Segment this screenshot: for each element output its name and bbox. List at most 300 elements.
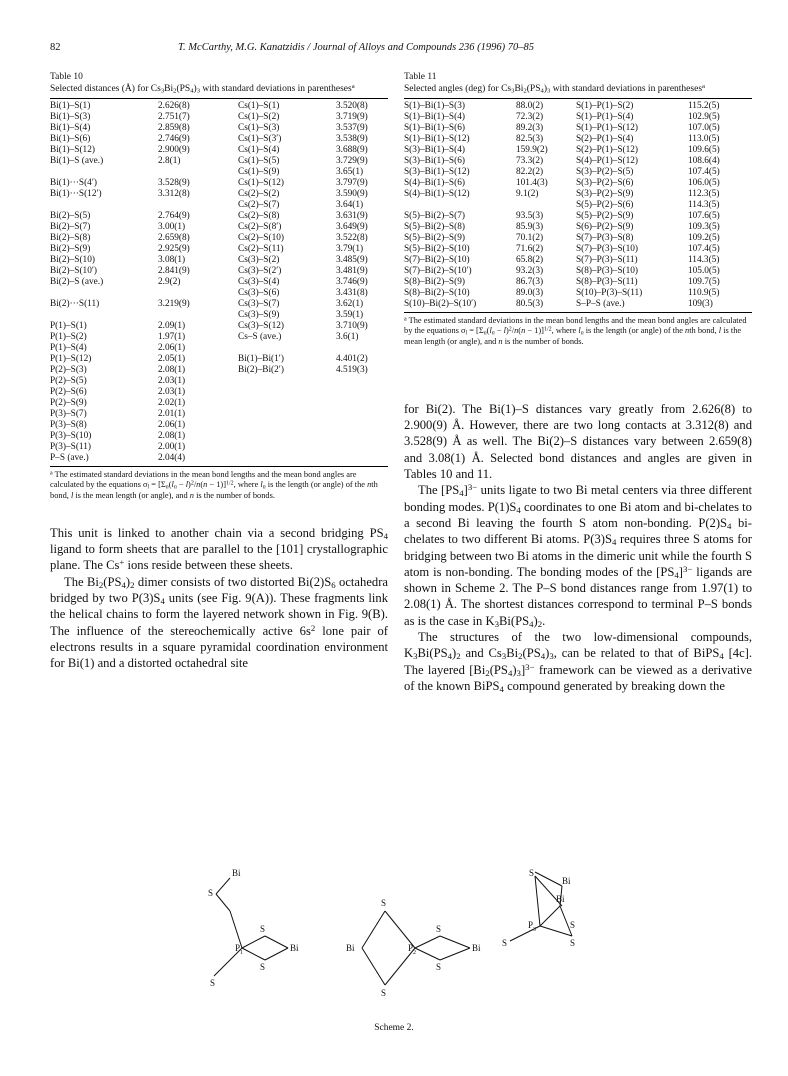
table-row bbox=[50, 453, 388, 464]
scheme-caption: Scheme 2. bbox=[374, 1023, 414, 1033]
journal-citation: T. McCarthy, M.G. Kanatzidis / Journal of Alloys and Compounds 236 (1996) 70–85 bbox=[178, 42, 535, 53]
value-cell: 109.6(5) bbox=[688, 145, 720, 155]
table-row bbox=[50, 189, 388, 200]
distance-cell: 3.64(1) bbox=[336, 200, 364, 210]
value-cell: 109.2(5) bbox=[688, 233, 720, 243]
bond-cell: Bi(2)–S(8) bbox=[50, 233, 91, 243]
bond-cell: Cs(1)–S(2) bbox=[238, 112, 280, 122]
distance-cell: 3.219(9) bbox=[158, 299, 190, 309]
distance-cell: 3.729(9) bbox=[336, 156, 368, 166]
angle-cell: S(1)–Bi(1)–S(6) bbox=[404, 123, 465, 133]
table11 bbox=[404, 101, 752, 310]
value-cell: 108.6(4) bbox=[688, 156, 720, 166]
table10-top-rule bbox=[50, 98, 388, 99]
bond-cell: P(2)–S(5) bbox=[50, 376, 87, 386]
angle-cell: S(2)–P(1)–S(4) bbox=[576, 134, 634, 144]
scheme-s-label: S bbox=[570, 938, 576, 948]
angle-cell: S(3)–Bi(1)–S(12) bbox=[404, 167, 470, 177]
table-row bbox=[404, 255, 752, 266]
distance-cell: 1.97(1) bbox=[158, 332, 186, 342]
distance-cell: 3.79(1) bbox=[336, 244, 364, 254]
angle-cell: S(8)–P(3)–S(11) bbox=[576, 277, 638, 287]
angle-cell: S(4)–Bi(1)–S(6) bbox=[404, 178, 465, 188]
table11-bottom-rule bbox=[404, 312, 752, 313]
table-row bbox=[50, 167, 388, 178]
bond-cell: Bi(1)–S(1) bbox=[50, 101, 91, 111]
distance-cell: 4.519(3) bbox=[336, 365, 368, 375]
value-cell: 86.7(3) bbox=[516, 277, 544, 287]
angle-cell: S(3)–Bi(1)–S(6) bbox=[404, 156, 465, 166]
distance-cell: 3.537(9) bbox=[336, 123, 368, 133]
table-row bbox=[50, 255, 388, 266]
table-row bbox=[50, 420, 388, 431]
bond-cell bbox=[238, 409, 336, 420]
distance-cell bbox=[336, 431, 388, 442]
distance-cell: 2.925(9) bbox=[158, 244, 190, 254]
table-row bbox=[404, 134, 752, 145]
distance-cell: 3.538(9) bbox=[336, 134, 368, 144]
table-row bbox=[404, 299, 752, 310]
scheme-s-label: S bbox=[529, 868, 535, 878]
distance-cell: 2.01(1) bbox=[158, 409, 186, 419]
angle-cell: S(6)–P(2)–S(9) bbox=[576, 222, 634, 232]
bond-cell: P(3)–S(11) bbox=[50, 442, 91, 452]
bond-cell: Cs(3)–S(4) bbox=[238, 277, 280, 287]
value-cell: 109(3) bbox=[688, 299, 713, 309]
distance-cell: 2.08(1) bbox=[158, 431, 186, 441]
bond-cell: P–S (ave.) bbox=[50, 453, 89, 463]
distance-cell: 3.08(1) bbox=[158, 255, 186, 265]
table-row bbox=[50, 343, 388, 354]
angle-cell: S(8)–Bi(2)–S(9) bbox=[404, 277, 465, 287]
table11-label: Table 11 bbox=[404, 72, 437, 82]
value-cell: 82.5(3) bbox=[516, 134, 544, 144]
value-cell: 89.2(3) bbox=[516, 123, 544, 133]
table-row bbox=[404, 145, 752, 156]
distance-cell: 2.746(9) bbox=[158, 134, 190, 144]
table-row bbox=[50, 233, 388, 244]
bond-cell: Cs(2)–S(8) bbox=[238, 211, 280, 221]
table-row bbox=[404, 266, 752, 277]
table-row bbox=[50, 310, 388, 321]
bond-cell: Bi(1)–S(3) bbox=[50, 112, 91, 122]
distance-cell: 2.00(1) bbox=[158, 442, 186, 452]
angle-cell: S(4)–P(1)–S(12) bbox=[576, 156, 638, 166]
angle-cell: S(1)–P(1)–S(4) bbox=[576, 112, 634, 122]
table-row bbox=[50, 398, 388, 409]
bond-cell: Bi(1)–S(4) bbox=[50, 123, 91, 133]
bond-cell bbox=[238, 343, 336, 354]
table-row bbox=[50, 211, 388, 222]
bond-cell: Bi(1)–S(12) bbox=[50, 145, 95, 155]
value-cell: 159.9(2) bbox=[516, 145, 548, 155]
scheme-s-label: S bbox=[570, 920, 576, 930]
angle-cell: S(1)–Bi(1)–S(4) bbox=[404, 112, 465, 122]
scheme-bi-label: Bi bbox=[290, 943, 299, 953]
bond-cell: Bi(2)–S(10′) bbox=[50, 266, 97, 276]
value-cell: 115.2(5) bbox=[688, 101, 720, 111]
distance-cell: 3.710(9) bbox=[336, 321, 368, 331]
value-cell: 73.3(2) bbox=[516, 156, 544, 166]
distance-cell: 3.746(9) bbox=[336, 277, 368, 287]
table-row bbox=[50, 431, 388, 442]
table-row bbox=[50, 409, 388, 420]
table11-caption: Selected angles (deg) for $Cs_3Bi_2(PS_4)_3$ with standard deviations in parentheses$^a$ bbox=[404, 82, 705, 95]
table-row bbox=[404, 101, 752, 112]
angle-cell: S–P–S (ave.) bbox=[576, 299, 625, 309]
table-row bbox=[50, 123, 388, 134]
scheme-bi-label: Bi bbox=[232, 868, 241, 878]
page-number: 82 bbox=[50, 42, 61, 53]
value-cell: 89.0(3) bbox=[516, 288, 544, 298]
bond-cell bbox=[238, 453, 336, 464]
bond-cell bbox=[50, 167, 158, 178]
distance-cell bbox=[158, 200, 238, 211]
bond-cell bbox=[50, 200, 158, 211]
left-paragraph-1: This unit is linked to another chain via a second bridging $PS_4$ ligand to form sheets that are parallel to the [101] crystallographic plane. The Cs+ ions reside between these sheets. bbox=[50, 525, 388, 573]
angle-cell: S(7)–P(3)–S(8) bbox=[576, 233, 634, 243]
table-row bbox=[50, 332, 388, 343]
scheme-bi-label: Bi bbox=[472, 943, 481, 953]
bond-cell: P(2)–S(6) bbox=[50, 387, 87, 397]
scheme-s-label: S bbox=[502, 938, 508, 948]
bond-cell: Bi(1)···S(4′) bbox=[50, 178, 97, 188]
table-row bbox=[404, 112, 752, 123]
distance-cell: 2.659(8) bbox=[158, 233, 190, 243]
angle-cell: S(8)–Bi(2)–S(10) bbox=[404, 288, 470, 298]
scheme-s-label: S bbox=[436, 924, 442, 934]
distance-cell: 3.485(9) bbox=[336, 255, 368, 265]
bond-cell: P(2)–S(3) bbox=[50, 365, 87, 375]
distance-cell bbox=[336, 387, 388, 398]
scheme-s-label: S bbox=[210, 978, 216, 988]
table-row bbox=[50, 354, 388, 365]
distance-cell bbox=[336, 343, 388, 354]
angle-cell: S(5)–P(2)–S(6) bbox=[576, 200, 634, 210]
angle-cell: S(3)–P(2)–S(5) bbox=[576, 167, 634, 177]
value-cell: 88.0(2) bbox=[516, 101, 544, 111]
bond-cell: P(1)–S(2) bbox=[50, 332, 87, 342]
scheme-bi-label: Bi bbox=[556, 894, 565, 904]
distance-cell: 3.649(9) bbox=[336, 222, 368, 232]
value-cell: 107.6(5) bbox=[688, 211, 720, 221]
distance-cell: 3.312(8) bbox=[158, 189, 190, 199]
table-row bbox=[50, 178, 388, 189]
right-paragraph-1: for Bi(2). The Bi(1)–S distances vary greatly from 2.626(8) to 2.900(9) Å. However, there are two long contacts at 3.312(8) and 3.528(9) Å as well. The Bi(2)–S distances vary between 2.659(8) and 3.08(1) Å. Selected bond distances and angles are given in Tables 10 and 11. bbox=[404, 401, 752, 482]
value-cell: 107.4(5) bbox=[688, 167, 720, 177]
bond-cell: P(1)–S(4) bbox=[50, 343, 87, 353]
bond-cell: Cs(2)–S(2) bbox=[238, 189, 280, 199]
distance-cell: 2.06(1) bbox=[158, 343, 186, 353]
table-row bbox=[50, 299, 388, 310]
angle-cell: S(1)–Bi(1)–S(3) bbox=[404, 101, 465, 111]
angle-cell: S(10)–Bi(2)–S(10′) bbox=[404, 299, 477, 309]
value-cell bbox=[516, 200, 576, 211]
value-cell: 93.2(3) bbox=[516, 266, 544, 276]
table11-footnote: $^a$ The estimated standard deviations in the mean bond lengths and the mean bond angles are calculated by the equations $\sigma_l = [\Sigma_n(l_n - l)^2/n(n - 1)]^{1/2}$, where $l_n$ is the length (or angle) of the nth bond, l is the mean length (or angle), and n is the number of bonds. bbox=[404, 316, 747, 346]
scheme-s-label: S bbox=[381, 898, 387, 908]
bond-cell: Bi(2)–S(7) bbox=[50, 222, 91, 232]
bond-cell: Cs(3)–S(6) bbox=[238, 288, 280, 298]
left-body-text bbox=[50, 525, 388, 672]
angle-cell: S(3)–Bi(1)–S(4) bbox=[404, 145, 465, 155]
angle-cell: S(5)–Bi(2)–S(10) bbox=[404, 244, 470, 254]
table-row bbox=[50, 266, 388, 277]
value-cell: 85.9(3) bbox=[516, 222, 544, 232]
angle-cell: S(10)–P(3)–S(11) bbox=[576, 288, 643, 298]
right-paragraph-3: The structures of the two low-dimensional compounds, $K_3Bi(PS_4)_2$ and $Cs_3Bi_2(PS_4)_3$, can be related to that of BiPS$_4$ [4c]. The layered $[Bi_2(PS_4)_3]^{3-}$ framework can be viewed as a derivative of the known BiPS$_4$ compound generated by breaking down the bbox=[404, 630, 753, 695]
bond-cell: Bi(1)–S(6) bbox=[50, 134, 91, 144]
bond-cell: Cs(3)–S(7) bbox=[238, 299, 280, 309]
distance-cell: 2.859(8) bbox=[158, 123, 190, 133]
value-cell: 70.1(2) bbox=[516, 233, 544, 243]
value-cell: 109.7(5) bbox=[688, 277, 720, 287]
angle-cell: S(7)–P(3)–S(10) bbox=[576, 244, 638, 254]
bond-cell: Bi(2)–S(10) bbox=[50, 255, 95, 265]
angle-cell: S(3)–P(2)–S(6) bbox=[576, 178, 634, 188]
right-body-text bbox=[404, 401, 752, 694]
distance-cell bbox=[336, 442, 388, 453]
scheme-s-label: S bbox=[208, 888, 214, 898]
distance-cell: 2.02(1) bbox=[158, 398, 186, 408]
distance-cell: 2.03(1) bbox=[158, 376, 186, 386]
bond-cell: Bi(2)–S(5) bbox=[50, 211, 91, 221]
angle-cell: S(5)–Bi(2)–S(9) bbox=[404, 233, 465, 243]
bond-cell: P(1)–S(1) bbox=[50, 321, 87, 331]
angle-cell: S(7)–P(3)–S(11) bbox=[576, 255, 638, 265]
scheme-s-label: S bbox=[260, 962, 266, 972]
value-cell: 110.9(5) bbox=[688, 288, 720, 298]
distance-cell: 4.401(2) bbox=[336, 354, 368, 364]
distance-cell: 3.520(8) bbox=[336, 101, 368, 111]
angle-cell: S(4)–Bi(1)–S(12) bbox=[404, 189, 470, 199]
table-row bbox=[404, 189, 752, 200]
distance-cell: 2.626(8) bbox=[158, 101, 190, 111]
table-row bbox=[50, 288, 388, 299]
table10-bottom-rule bbox=[50, 466, 388, 467]
distance-cell: 2.08(1) bbox=[158, 365, 186, 375]
table-row bbox=[50, 321, 388, 332]
distance-cell: 2.841(9) bbox=[158, 266, 190, 276]
table-row bbox=[50, 134, 388, 145]
scheme-s-label: S bbox=[260, 924, 266, 934]
table-row bbox=[50, 112, 388, 123]
distance-cell: 2.900(9) bbox=[158, 145, 190, 155]
bond-cell: P(3)–S(7) bbox=[50, 409, 87, 419]
bond-cell bbox=[238, 398, 336, 409]
value-cell: 107.0(5) bbox=[688, 123, 720, 133]
distance-cell: 3.00(1) bbox=[158, 222, 186, 232]
value-cell: 65.8(2) bbox=[516, 255, 544, 265]
bond-cell bbox=[238, 420, 336, 431]
distance-cell bbox=[158, 288, 238, 299]
distance-cell: 3.719(9) bbox=[336, 112, 368, 122]
bond-cell: Bi(1)–S (ave.) bbox=[50, 156, 104, 166]
right-paragraph-2: The $[PS_4]^{3-}$ units ligate to two Bi metal centers via three different bonding modes. $P(1)S_4$ coordinates to one Bi atom and bi-chelates to a second Bi leaving the fourth S atom non-bonding. $P(2)S_4$ bi-chelates to two different Bi atoms. $P(3)S_4$ requires three S atoms for bridging between two Bi atoms in the dimeric unit while the fourth S atom is non-bonding. The bonding modes of the $[PS_4]^{3-}$ ligands are shown in Scheme 2. The P–S bond distances range from 1.97(1) to 2.08(1) Å. The shortest distances correspond to terminal P–S bonds as is the case in $K_3Bi(PS_4)_2$. bbox=[404, 482, 752, 629]
table10-label: Table 10 bbox=[50, 72, 83, 82]
table-row bbox=[404, 288, 752, 299]
distance-cell: 2.764(9) bbox=[158, 211, 190, 221]
bond-cell: Bi(2)···S(11) bbox=[50, 299, 100, 309]
value-cell: 114.3(5) bbox=[688, 200, 720, 210]
distance-cell: 3.528(9) bbox=[158, 178, 190, 188]
bond-cell: Cs(1)–S(3) bbox=[238, 123, 280, 133]
table-row bbox=[404, 233, 752, 244]
bond-cell: Bi(2)–Bi(2′) bbox=[238, 365, 284, 375]
scheme-bi-label: Bi bbox=[562, 876, 571, 886]
angle-cell: S(7)–Bi(2)–S(10′) bbox=[404, 266, 472, 276]
scheme-p3-label: $P_3$ bbox=[528, 920, 537, 933]
distance-cell: 2.04(4) bbox=[158, 453, 186, 463]
distance-cell: 3.6(1) bbox=[336, 332, 359, 342]
scheme-s-label: S bbox=[436, 962, 442, 972]
bond-cell: Cs(1)–S(9) bbox=[238, 167, 280, 177]
distance-cell: 3.590(9) bbox=[336, 189, 368, 199]
bond-cell: Bi(2)–S (ave.) bbox=[50, 277, 104, 287]
value-cell: 114.3(5) bbox=[688, 255, 720, 265]
distance-cell: 2.09(1) bbox=[158, 321, 186, 331]
value-cell: 9.1(2) bbox=[516, 189, 539, 199]
bond-cell: Cs(1)–S(4) bbox=[238, 145, 280, 155]
table-row bbox=[50, 277, 388, 288]
table11-top-rule bbox=[404, 98, 752, 99]
table-row bbox=[50, 376, 388, 387]
angle-cell: S(1)–P(1)–S(2) bbox=[576, 101, 634, 111]
scheme-p2-label: $P_2$ bbox=[408, 943, 417, 956]
bond-cell bbox=[50, 288, 158, 299]
bond-cell: Cs(1)–S(1) bbox=[238, 101, 280, 111]
left-column bbox=[50, 72, 388, 672]
bond-cell: Cs(3)–S(9) bbox=[238, 310, 280, 320]
table-row bbox=[50, 101, 388, 112]
left-paragraph-2: The $Bi_2(PS_4)_2$ dimer consists of two distorted $Bi(2)S_6$ octahedra bridged by two $P(3)S_4$ units (see Fig. 9(A)). These fragments link the helical chains to form the layered network shown in Fig. 9(B). The influence of the stereochemically active $6s^2$ lone pair of electrons results in a square pyramidal coordination environment for Bi(1) and a distorted octahedral site bbox=[50, 574, 389, 671]
distance-cell bbox=[158, 310, 238, 321]
bond-cell: Cs(1)–S(12) bbox=[238, 178, 284, 188]
distance-cell bbox=[336, 376, 388, 387]
distance-cell: 2.751(7) bbox=[158, 112, 190, 122]
value-cell: 71.6(2) bbox=[516, 244, 544, 254]
bond-cell: Cs(1)–S(5) bbox=[238, 156, 280, 166]
distance-cell: 3.59(1) bbox=[336, 310, 364, 320]
value-cell: 106.0(5) bbox=[688, 178, 720, 188]
table-row bbox=[404, 178, 752, 189]
angle-cell bbox=[404, 200, 516, 211]
distance-cell bbox=[336, 420, 388, 431]
value-cell: 82.2(2) bbox=[516, 167, 544, 177]
bond-cell bbox=[238, 376, 336, 387]
distance-cell: 3.431(8) bbox=[336, 288, 368, 298]
value-cell: 105.0(5) bbox=[688, 266, 720, 276]
right-column bbox=[404, 72, 752, 694]
bond-cell bbox=[238, 431, 336, 442]
bond-cell: P(3)–S(10) bbox=[50, 431, 92, 441]
distance-cell bbox=[336, 409, 388, 420]
angle-cell: S(5)–Bi(2)–S(7) bbox=[404, 211, 465, 221]
bond-cell: Bi(2)–S(9) bbox=[50, 244, 91, 254]
bond-cell: Cs(2)–S(11) bbox=[238, 244, 284, 254]
bond-cell: Cs(1)–S(3′) bbox=[238, 134, 282, 144]
bond-cell: P(3)–S(8) bbox=[50, 420, 87, 430]
table10-caption: Selected distances (Å) for $Cs_3Bi_2(PS_4)_3$ with standard deviations in parentheses$^a$ bbox=[50, 82, 355, 95]
table-row bbox=[404, 200, 752, 211]
value-cell: 107.4(5) bbox=[688, 244, 720, 254]
angle-cell: S(5)–Bi(2)–S(8) bbox=[404, 222, 465, 232]
table-row bbox=[50, 156, 388, 167]
bond-cell: Cs–S (ave.) bbox=[238, 332, 282, 342]
angle-cell: S(5)–P(2)–S(9) bbox=[576, 211, 634, 221]
table-row bbox=[404, 156, 752, 167]
bond-cell bbox=[238, 387, 336, 398]
value-cell: 80.5(3) bbox=[516, 299, 544, 309]
scheme-bi-label: Bi bbox=[346, 943, 355, 953]
value-cell: 109.3(5) bbox=[688, 222, 720, 232]
distance-cell: 3.631(9) bbox=[336, 211, 368, 221]
angle-cell: S(3)–P(2)–S(9) bbox=[576, 189, 634, 199]
value-cell: 113.0(5) bbox=[688, 134, 720, 144]
table-row bbox=[50, 244, 388, 255]
table-row bbox=[404, 211, 752, 222]
distance-cell: 2.8(1) bbox=[158, 156, 181, 166]
distance-cell bbox=[336, 453, 388, 464]
value-cell: 101.4(3) bbox=[516, 178, 548, 188]
table-row bbox=[404, 167, 752, 178]
angle-cell: S(8)–P(3)–S(10) bbox=[576, 266, 638, 276]
angle-cell: S(7)–Bi(2)–S(10) bbox=[404, 255, 470, 265]
distance-cell: 3.688(9) bbox=[336, 145, 368, 155]
distance-cell: 3.797(9) bbox=[336, 178, 368, 188]
bond-cell: Cs(2)–S(7) bbox=[238, 200, 280, 210]
table-row bbox=[50, 200, 388, 211]
table-row bbox=[50, 365, 388, 376]
angle-cell: S(1)–Bi(1)–S(12) bbox=[404, 134, 470, 144]
value-cell: 102.9(5) bbox=[688, 112, 720, 122]
bond-cell: P(1)–S(12) bbox=[50, 354, 92, 364]
bond-cell: Cs(3)–S(2) bbox=[238, 255, 280, 265]
distance-cell: 2.06(1) bbox=[158, 420, 186, 430]
bond-cell: Cs(3)–S(12) bbox=[238, 321, 284, 331]
bond-cell bbox=[238, 442, 336, 453]
distance-cell: 3.481(9) bbox=[336, 266, 368, 276]
table-row bbox=[404, 123, 752, 134]
table-row bbox=[404, 244, 752, 255]
distance-cell bbox=[158, 167, 238, 178]
distance-cell bbox=[336, 398, 388, 409]
value-cell: 72.3(2) bbox=[516, 112, 544, 122]
bond-cell: Bi(1)···S(12′) bbox=[50, 189, 102, 199]
value-cell: 93.5(3) bbox=[516, 211, 544, 221]
table-row bbox=[50, 387, 388, 398]
table-row bbox=[404, 277, 752, 288]
table10-footnote: $^a$ The estimated standard deviations in the mean bond lengths and the mean bond angles are calculated by the equations $\sigma_l = [\Sigma_n(l_n - l)^2/n(n - 1)]^{1/2}$, where $l_n$ is the length (or angle) of the nth bond, l is the mean length (or angle), and n is the number of bonds. bbox=[50, 470, 378, 500]
angle-cell: S(1)–P(1)–S(12) bbox=[576, 123, 638, 133]
table-row bbox=[50, 222, 388, 233]
table-row bbox=[50, 442, 388, 453]
table-row bbox=[50, 145, 388, 156]
angle-cell: S(2)–P(1)–S(12) bbox=[576, 145, 638, 155]
table10 bbox=[50, 101, 388, 464]
bond-cell: Cs(2)–S(10) bbox=[238, 233, 284, 243]
bond-cell: Bi(1)–Bi(1′) bbox=[238, 354, 284, 364]
table-row bbox=[404, 222, 752, 233]
distance-cell: 3.65(1) bbox=[336, 167, 364, 177]
bond-cell: P(2)–S(9) bbox=[50, 398, 87, 408]
value-cell: 112.3(5) bbox=[688, 189, 720, 199]
distance-cell: 2.05(1) bbox=[158, 354, 186, 364]
distance-cell: 2.9(2) bbox=[158, 277, 181, 287]
scheme-p1-label: $P_1$ bbox=[235, 943, 244, 956]
bond-cell: Cs(3)–S(2′) bbox=[238, 266, 282, 276]
distance-cell: 2.03(1) bbox=[158, 387, 186, 397]
